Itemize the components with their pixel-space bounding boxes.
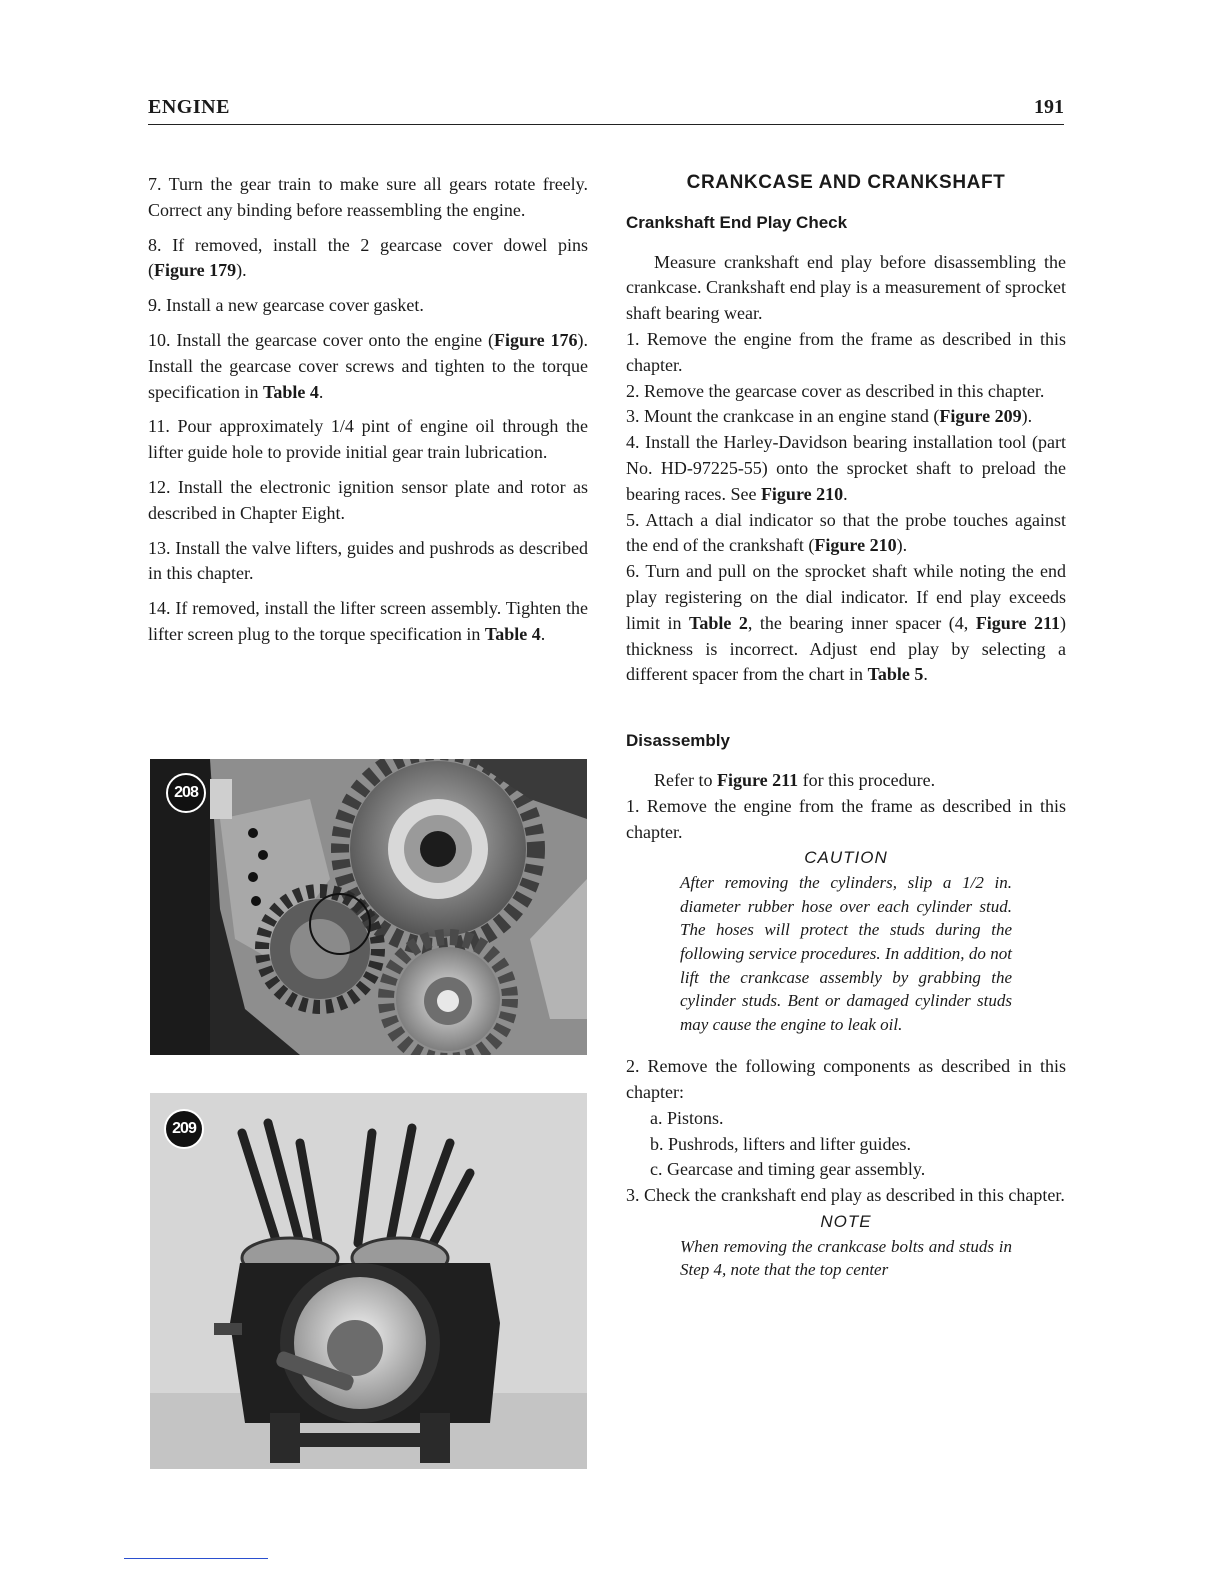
section-name: ENGINE <box>148 96 230 118</box>
step-12: 12. Install the electronic ignition sensor plate and rotor as described in Chapter Eight. <box>148 476 589 523</box>
figure-ref: Figure 211 <box>716 769 799 790</box>
table-ref: Table 4 <box>484 623 541 644</box>
figure-ref: Figure 176 <box>494 329 578 350</box>
step-8: 8. If removed, install the 2 gearcase cover dowel pins (Figure 179). <box>148 234 588 281</box>
step-7: 7. Turn the gear train to make sure all gears rotate freely. Correct any binding before reassembling the engine. <box>148 174 588 220</box>
table-ref: Table 5 <box>867 664 924 685</box>
component-list <box>626 1106 1066 1183</box>
section-title: CRANKCASE AND CRANKSHAFT <box>686 172 1006 193</box>
gear-train-illustration <box>150 759 587 1055</box>
list-item: b. Pushrods, lifters and lifter guides. <box>650 1133 911 1154</box>
list-item: c. Gearcase and timing gear assembly. <box>650 1159 926 1180</box>
end-play-step-1: 1. Remove the engine from the frame as described in this chapter. <box>626 328 1067 375</box>
end-play-heading: Crankshaft End Play Check <box>626 212 848 232</box>
note-text: When removing the crankcase bolts and studs in Step 4, note that the top center <box>680 1236 1012 1280</box>
figure-ref: Figure 210 <box>760 483 844 504</box>
step-14: 14. If removed, install the lifter screen assembly. Tighten the lifter screen plug to the torque specification in Table 4. <box>148 598 589 644</box>
figure-209-photo <box>150 1093 587 1469</box>
small-gear <box>262 891 378 1007</box>
left-column <box>148 172 588 657</box>
page-number: 191 <box>1034 96 1064 118</box>
disassembly-heading: Disassembly <box>626 731 730 751</box>
disassembly-step-3: 3. Check the crankshaft end play as described in this chapter. <box>626 1185 1065 1206</box>
crankcase-illustration <box>150 1093 587 1469</box>
end-play-step-2: 2. Remove the gearcase cover as described in this chapter. <box>626 380 1045 401</box>
disassembly-step-1: 1. Remove the engine from the frame as described in this chapter. <box>626 795 1067 842</box>
step-13: 13. Install the valve lifters, guides and pushrods as described in this chapter. <box>148 537 588 584</box>
end-play-step-3: 3. Mount the crankcase in an engine stand (Figure 209). <box>626 406 1033 427</box>
caution-title: CAUTION <box>804 848 888 868</box>
end-play-step-5: 5. Attach a dial indicator so that the probe touches against the end of the crankshaft (Figure 210). <box>626 509 1066 556</box>
disassembly-intro: Refer to Figure 211 for this procedure. <box>654 769 936 790</box>
right-column <box>626 170 1066 1282</box>
end-play-step-6: 6. Turn and pull on the sprocket shaft while noting the end play registering on the dial indicator. If end play exceeds limit in Table 2, the bearing inner spacer (4, Figure 211) thickness is incorrect. Adjust end play by selecting a different spacer from the chart in Table 5. <box>626 561 1066 685</box>
figure-badge: 209 <box>164 1109 204 1149</box>
figure-ref: Figure 210 <box>814 535 897 556</box>
note-title: NOTE <box>820 1212 872 1232</box>
list-item: a. Pistons. <box>650 1107 724 1128</box>
page-header <box>148 94 1064 125</box>
figure-208-photo <box>150 759 587 1055</box>
figure-ref: Figure 209 <box>939 406 1022 427</box>
figure-ref: Figure 179 <box>154 260 237 281</box>
table-ref: Table 2 <box>689 612 748 633</box>
table-ref: Table 4 <box>262 381 319 402</box>
step-10: 10. Install the gearcase cover onto the engine (Figure 176). Install the gearcase cover screws and tighten to the torque specification in Table 4. <box>148 329 588 402</box>
footer-rule <box>124 1558 268 1559</box>
disassembly-step-2: 2. Remove the following components as described in this chapter: <box>626 1056 1066 1103</box>
end-play-step-4: 4. Install the Harley-Davidson bearing installation tool (part No. HD-97225-55) onto the sprocket shaft to preload the bearing races. See Figure 210. <box>626 432 1067 504</box>
figure-ref: Figure 211 <box>975 612 1060 633</box>
caution-text: After removing the cylinders, slip a 1/2 in. diameter rubber hose over each cylinder stud. The hoses will protect the studs during the following service procedures. In addition, do not lift the crankcase assembly by grabbing the cylinder studs. Bent or damaged cylinder studs may cause the engine to leak oil. <box>680 873 1012 1034</box>
step-9: 9. Install a new gearcase cover gasket. <box>148 295 424 316</box>
step-11: 11. Pour approximately 1/4 pint of engine oil through the lifter guide hole to provide initial gear train lubrication. <box>148 416 589 463</box>
figure-badge: 208 <box>166 773 206 813</box>
end-play-intro: Measure crankshaft end play before disassembling the crankcase. Crankshaft end play is a measurement of sprocket shaft bearing wear. <box>626 251 1066 324</box>
